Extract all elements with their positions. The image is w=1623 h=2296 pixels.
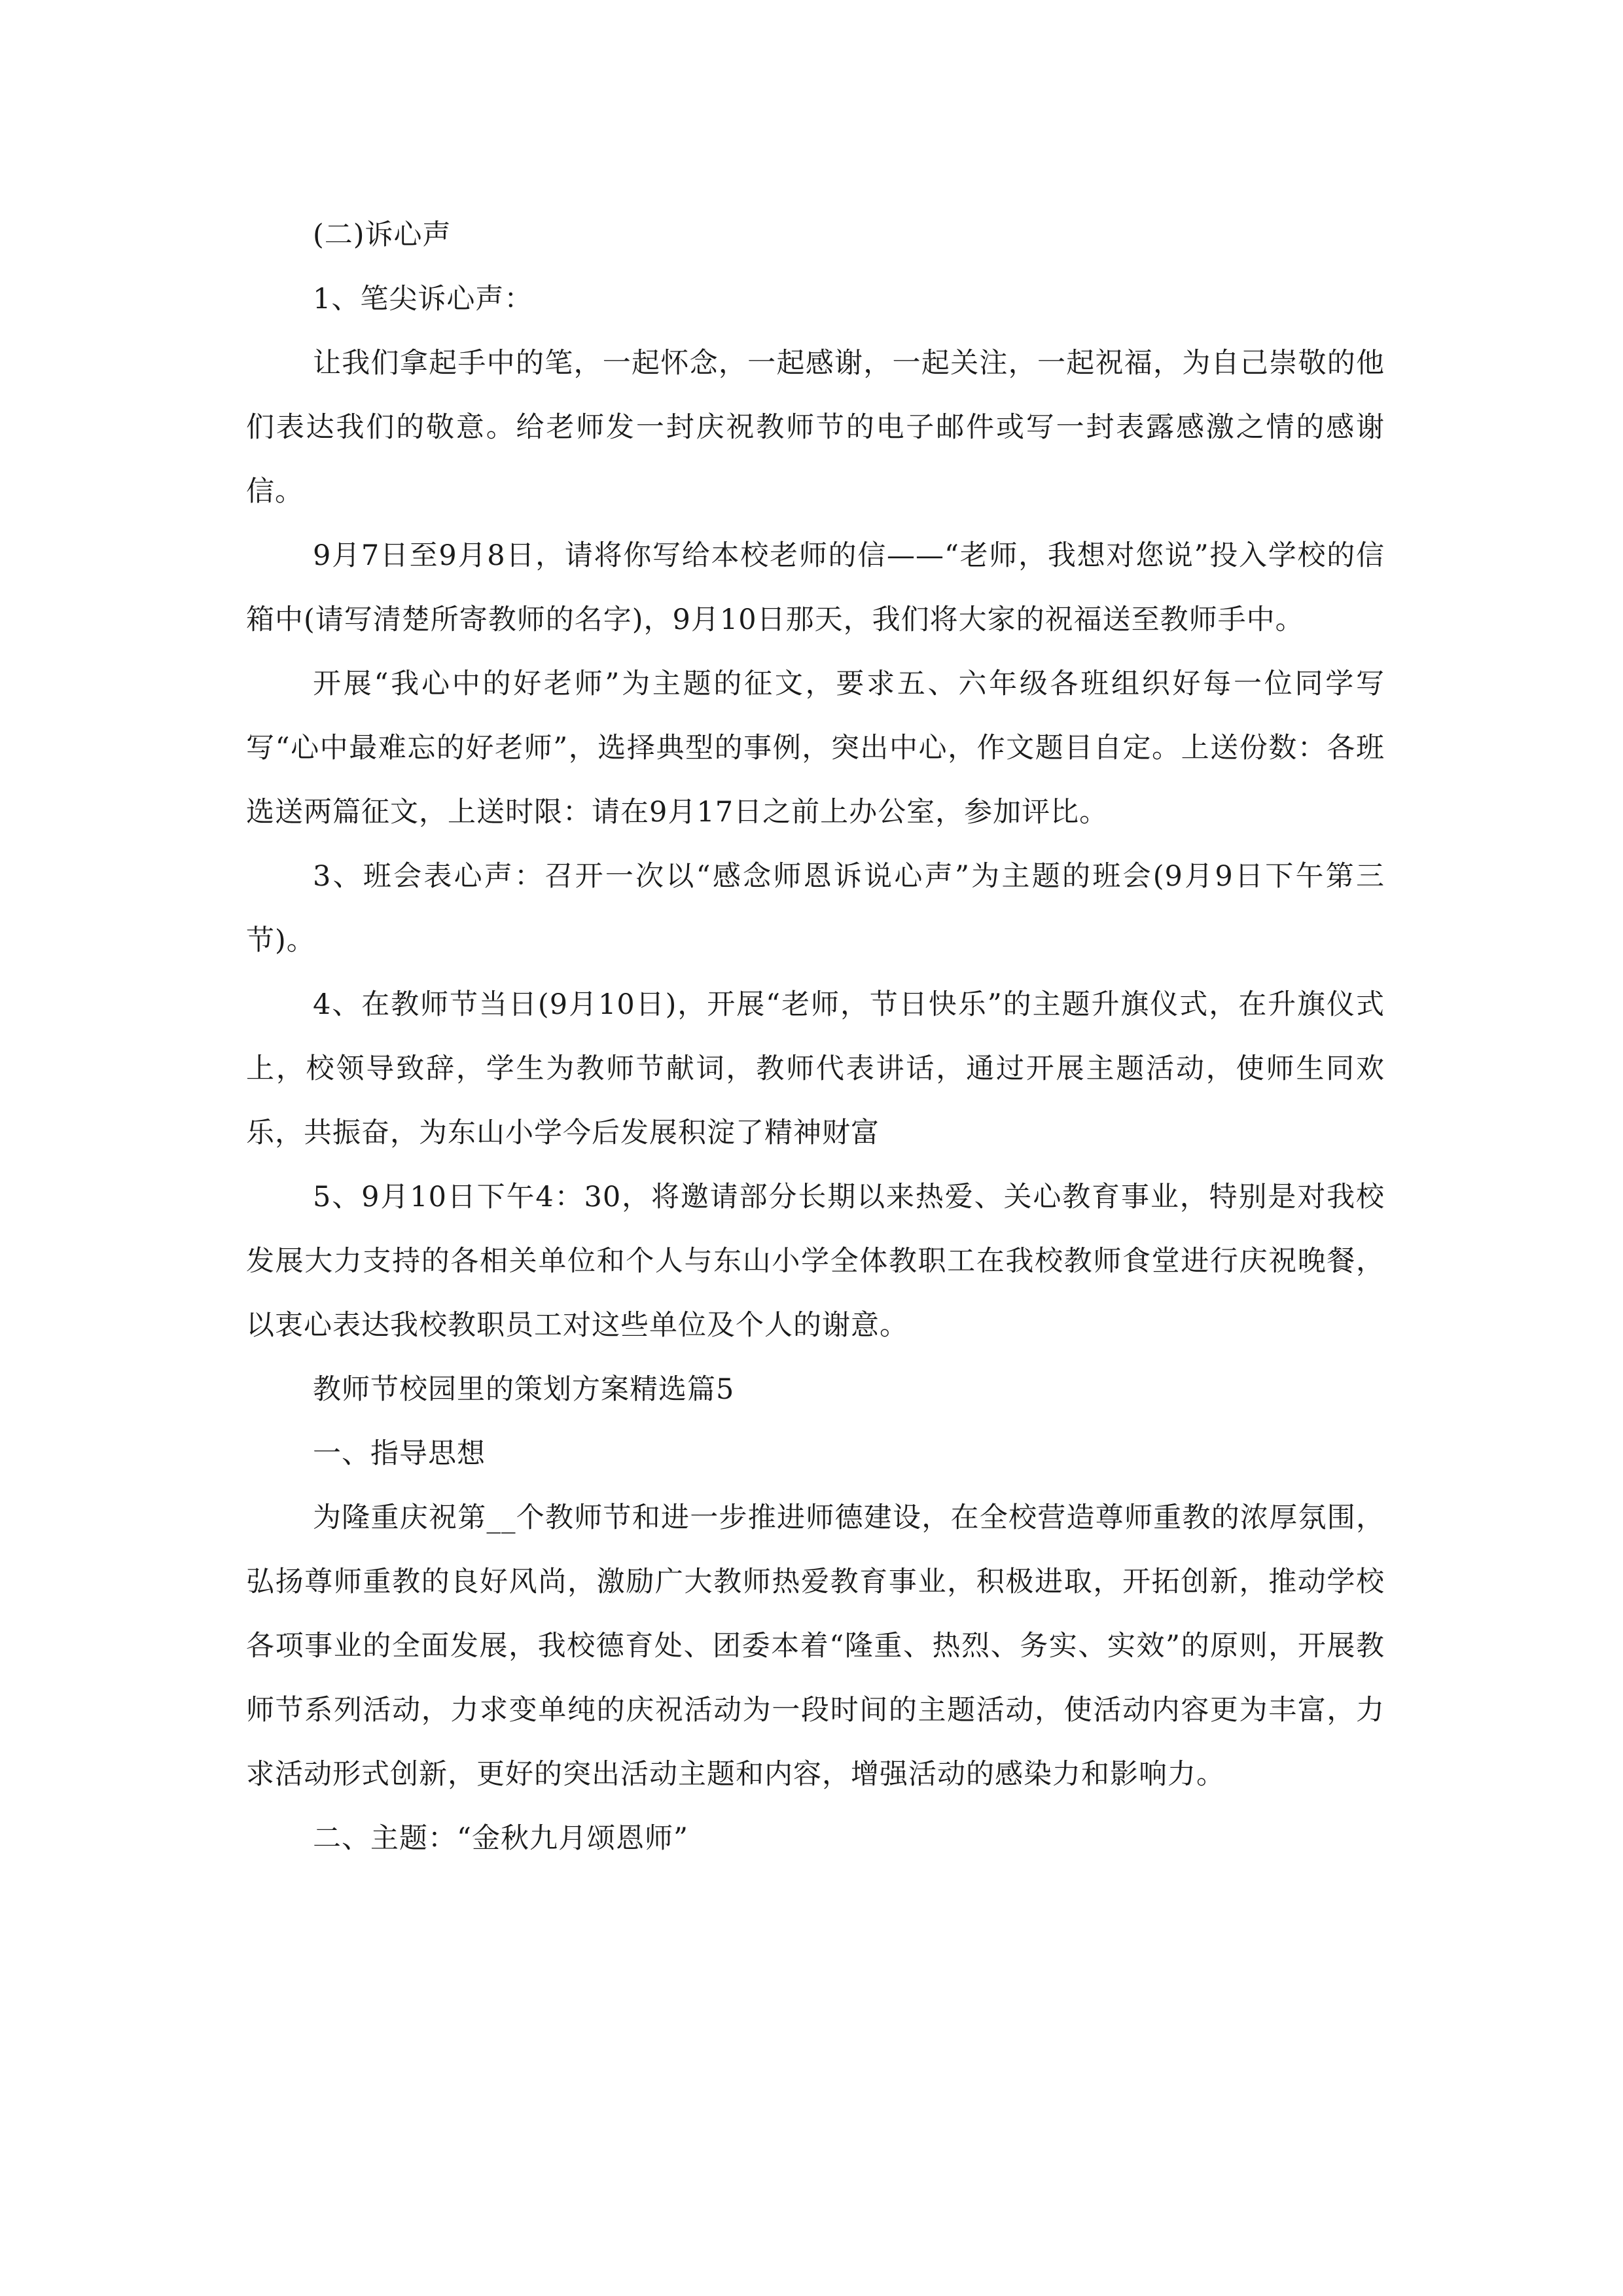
body-paragraph: 为隆重庆祝第__个教师节和进一步推进师德建设，在全校营造尊师重教的浓厚氛围，弘扬尊师重教的良好风尚，激励广大教师热爱教育事业，积极进取，开拓创新，推动学校各项事业的全面发展，我校德育处、团委本着“隆重、热烈、务实、实效”的原则，开展教师节系列活动，力求变单纯的庆祝活动为一段时间的主题活动，使活动内容更为丰富，力求活动形式创新，更好的突出活动主题和内容，增强活动的感染力和影响力。 [246,1501,1385,1791]
article-title: 教师节校园里的策划方案精选篇5 [313,1373,735,1406]
body-paragraph: 开展“我心中的好老师”为主题的征文，要求五、六年级各班组织好每一位同学写写“心中最难忘的好老师”，选择典型的事例，突出中心，作文题目自定。上送份数：各班选送两篇征文，上送时限：请在9月17日之前上办公室，参加评比。 [246,668,1385,829]
body-paragraph: 5、9月10日下午4：30，将邀请部分长期以来热爱、关心教育事业，特别是对我校发展大力支持的各相关单位和个人与东山小学全体教职工在我校教师食堂进行庆祝晚餐，以衷心表达我校教职员工对这些单位及个人的谢意。 [246,1181,1385,1342]
item-heading-pen-feelings: 1、笔尖诉心声： [313,283,533,315]
body-paragraph: 3、班会表心声：召开一次以“感念师恩诉说心声”为主题的班会(9月9日下午第三节)。 [246,860,1385,957]
body-paragraph: 让我们拿起手中的笔，一起怀念，一起感谢，一起关注，一起祝福，为自己崇敬的他们表达我们的敬意。给老师发一封庆祝教师节的电子邮件或写一封表露感激之情的感谢信。 [246,347,1385,508]
section-heading-express-feelings: (二)诉心声 [313,219,452,251]
section-heading-guiding-ideology: 一、指导思想 [313,1437,486,1470]
document-body [246,203,1385,1871]
body-paragraph: 9月7日至9月8日，请将你写给本校老师的信——“老师，我想对您说”投入学校的信箱中(请写清楚所寄教师的名字)，9月10日那天，我们将大家的祝福送至教师手中。 [246,539,1385,636]
body-paragraph: 4、在教师节当日(9月10日)，开展“老师，节日快乐”的主题升旗仪式，在升旗仪式上，校领导致辞，学生为教师节献词，教师代表讲话，通过开展主题活动，使师生同欢乐，共振奋，为东山小学今后发展积淀了精神财富 [246,988,1385,1149]
section-heading-theme: 二、主题：“金秋九月颂恩师” [313,1822,688,1855]
